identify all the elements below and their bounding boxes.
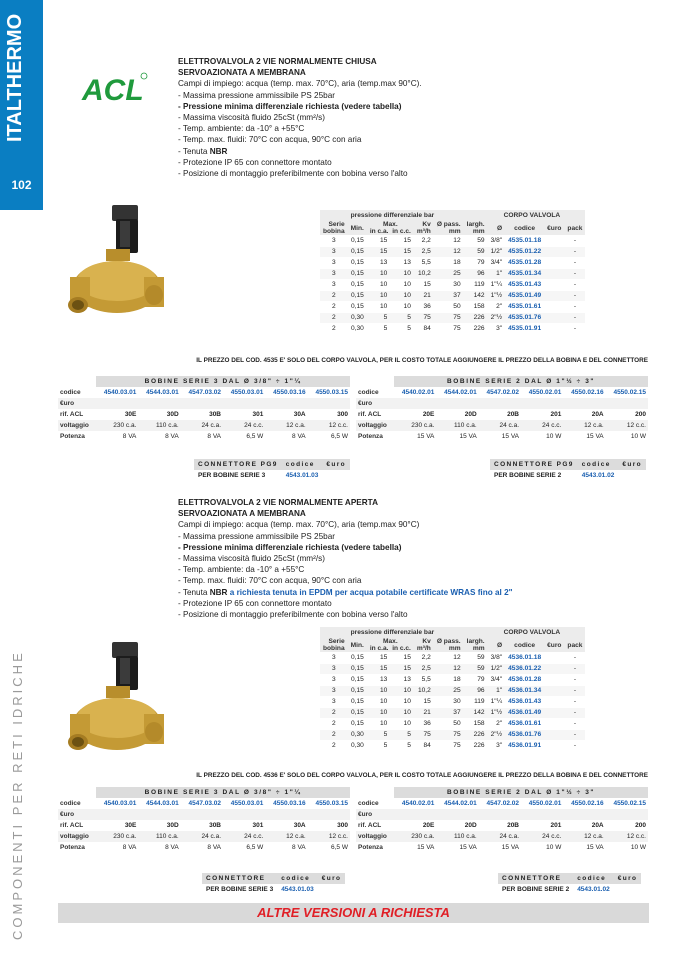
table-cell: 2,5 xyxy=(414,663,434,674)
table-cell: - xyxy=(564,246,585,257)
table-cell: - xyxy=(564,312,585,323)
euro-cell xyxy=(544,707,564,718)
table-cell: 12 xyxy=(434,652,464,663)
table-cell: 0,15 xyxy=(348,696,367,707)
bobine-serie3-table-1: BOBINE SERIE 3 DAL Ø 3/8" ÷ 1"¼ codice 4540.03.01 4544.03.01 4547.03.02 4550.03.01 4550.03.16 4550.03.15 €uro rif. ACL 30E 30D 30B 301 30A 300 voltaggio 230 c.a. 110 c.a. 24 c.a. 24 c.c. 12 c.a. 12 c.c. Potenza 8 VA 8 VA 8 VA 6,5 W 8 VA 6,5 W xyxy=(60,378,348,440)
table-cell: 10 xyxy=(390,718,414,729)
table-cell: 4536.01.76 xyxy=(505,729,544,740)
table-cell: 15 xyxy=(390,652,414,663)
desc-line: - Temp. max. fluidi: 70°C con acqua, 90°C con aria xyxy=(178,135,362,145)
table-cell: - xyxy=(564,301,585,312)
table-cell: 3 xyxy=(320,685,348,696)
table-row xyxy=(320,707,585,718)
table-cell: - xyxy=(564,718,585,729)
table-cell: 158 xyxy=(464,301,488,312)
euro-cell xyxy=(544,290,564,301)
table-cell: 0,15 xyxy=(348,685,367,696)
table-cell: 4536.01.49 xyxy=(505,707,544,718)
table-row xyxy=(320,301,585,312)
euro-cell xyxy=(544,718,564,729)
table-cell: 4536.01.61 xyxy=(505,718,544,729)
table-row xyxy=(320,696,585,707)
desc-line: Campi di impiego: acqua (temp. max. 70°C), aria (temp.max 90°C). xyxy=(178,79,422,89)
table-cell: 4535.01.18 xyxy=(505,235,544,246)
table-cell: - xyxy=(564,323,585,334)
table-cell: 1"¼ xyxy=(488,279,506,290)
price-note-1: IL PREZZO DEL COD. 4535 E' SOLO DEL CORPO VALVOLA, PER IL COSTO TOTALE AGGIUNGERE IL PREZZO DELLA BOBINA E DEL CONNETTORE xyxy=(196,357,648,364)
table-cell: 3/4" xyxy=(488,674,506,685)
description-1 xyxy=(178,56,422,179)
table-cell: 12 xyxy=(434,663,464,674)
bobine-serie3-table-2: BOBINE SERIE 3 DAL Ø 3/8" ÷ 1"¼ codice 4540.03.01 4544.03.01 4547.03.02 4550.03.01 4550.03.16 4550.03.15 €uro rif. ACL 30E 30D 30B 301 30A 300 voltaggio 230 c.a. 110 c.a. 24 c.a. 24 c.c. 12 c.a. 12 c.c. Potenza 8 VA 8 VA 8 VA 6,5 W 8 VA 6,5 W xyxy=(60,789,348,851)
table-cell: - xyxy=(564,696,585,707)
connettore-table-1b: CONNETTORE PG9 codice €uro PER BOBINE SERIE 2 4543.01.02 xyxy=(490,459,646,481)
table-cell: - xyxy=(564,652,585,663)
table-cell: 75 xyxy=(434,312,464,323)
connettore-table-2b: CONNETTORE codice €uro PER BOBINE SERIE 2 4543.01.02 xyxy=(498,873,641,895)
table-cell: 18 xyxy=(434,257,464,268)
spec-table-1 xyxy=(320,210,585,335)
table-cell: 4535.01.61 xyxy=(505,301,544,312)
desc-line-tenuta: - Tenuta NBR xyxy=(178,146,228,156)
table-cell: 3/4" xyxy=(488,257,506,268)
table-cell: 0,15 xyxy=(348,290,367,301)
altre-versioni-banner: ALTRE VERSIONI A RICHIESTA xyxy=(58,903,649,923)
table-cell: 119 xyxy=(464,279,488,290)
table-cell: 0,15 xyxy=(348,301,367,312)
table-cell: 0,15 xyxy=(348,652,367,663)
brand-name: ITALTHERMO xyxy=(4,14,26,143)
table-cell: 4535.01.43 xyxy=(505,279,544,290)
table-cell: 3 xyxy=(320,246,348,257)
header-diam: Ø xyxy=(488,221,506,235)
table-cell: 10,2 xyxy=(414,685,434,696)
table-cell: 4536.01.18 xyxy=(505,652,544,663)
header-kv: Kv m³/h xyxy=(414,221,434,235)
table-cell: 4536.01.34 xyxy=(505,685,544,696)
table-cell: 3" xyxy=(488,740,506,751)
table-cell: 1"½ xyxy=(488,707,506,718)
table-cell: 10 xyxy=(390,696,414,707)
header-max: Max. in c.a. in c.c. xyxy=(367,221,414,235)
table-cell: 3 xyxy=(320,674,348,685)
section-subtitle: SERVOAZIONATA A MEMBRANA xyxy=(178,68,306,78)
table-cell: 15 xyxy=(390,235,414,246)
table-cell: 5 xyxy=(390,312,414,323)
table-cell: 75 xyxy=(434,729,464,740)
table-cell: 79 xyxy=(464,257,488,268)
table-cell: 15 xyxy=(367,235,391,246)
valve-image-2 xyxy=(62,642,172,767)
table-cell: 59 xyxy=(464,246,488,257)
table-cell: 226 xyxy=(464,729,488,740)
table-cell: 10 xyxy=(367,279,391,290)
desc-line-tenuta: - Tenuta NBR a richiesta tenuta in EPDM per acqua potabile certificate WRAS fino al 2" xyxy=(178,587,513,597)
table-cell: 10 xyxy=(367,707,391,718)
table-cell: 15 xyxy=(367,246,391,257)
table-cell: - xyxy=(564,674,585,685)
desc-line: - Protezione IP 65 con connettore montato xyxy=(178,157,332,167)
table-cell: 59 xyxy=(464,663,488,674)
table-cell: 13 xyxy=(390,674,414,685)
header-pass: Ø pass. mm xyxy=(434,221,464,235)
table-cell: 3/8" xyxy=(488,652,506,663)
euro-cell xyxy=(544,323,564,334)
table-row xyxy=(320,718,585,729)
connettore-table-2a: CONNETTORE codice €uro PER BOBINE SERIE 3 4543.01.03 xyxy=(202,873,345,895)
table-cell: 10 xyxy=(390,268,414,279)
table-cell: 2,2 xyxy=(414,652,434,663)
table-row xyxy=(320,257,585,268)
table-cell: 0,15 xyxy=(348,235,367,246)
spec-table-2: pressione differenziale bar CORPO VALVOLA Serie bobina Min. Max. in c.a. in c.c. Kv m³/h Ø pass. mm largh. mm Ø codice €uro pack 3 0,15 15 15 2,2 12 59 3/8" 4536.01.18 - 3 0,15 15 15 2,5 12 59 1/2" 4536.01.22 - 3 0,15 13 13 5,5 18 79 3/4" 4536.01.28 - 3 0,15 10 10 10,2 25 96 1" 4536.01.34 - 3 0,15 10 10 15 30 119 1"¼ 4536.01.43 - 2 0,15 10 10 21 37 142 1"½ 4536.01.49 - 2 0,15 10 10 36 50 158 2" 4536.01.61 - 2 0,30 5 5 75 75 226 2"½ 4536.01.76 - 2 0,30 5 5 84 75 226 3" 4536.01.91 - xyxy=(320,627,585,752)
table-cell: 4535.01.28 xyxy=(505,257,544,268)
table-cell: 3 xyxy=(320,652,348,663)
table-cell: 10 xyxy=(367,301,391,312)
table-cell: 18 xyxy=(434,674,464,685)
table-cell: 30 xyxy=(434,279,464,290)
desc-line: - Massima pressione ammissibile PS 25bar xyxy=(178,90,335,100)
bobine-serie2-table-1: BOBINE SERIE 2 DAL Ø 1"½ ÷ 3" codice 4540.02.01 4544.02.01 4547.02.02 4550.02.01 4550.02.16 4550.02.15 €uro rif. ACL 20E 20D 20B 201 20A 200 voltaggio 230 c.a. 110 c.a. 24 c.a. 24 c.c. 12 c.a. 12 c.c. Potenza 15 VA 15 VA 15 VA 10 W 15 VA 10 W xyxy=(358,378,646,440)
page-number: 102 xyxy=(11,178,32,192)
euro-cell xyxy=(544,674,564,685)
table-cell: - xyxy=(564,268,585,279)
table-cell: 1" xyxy=(488,685,506,696)
table-cell: 5,5 xyxy=(414,257,434,268)
table-cell: 5 xyxy=(367,740,391,751)
table-cell: 0,30 xyxy=(348,323,367,334)
table-row xyxy=(320,268,585,279)
table-cell: 4535.01.91 xyxy=(505,323,544,334)
table-cell: 13 xyxy=(367,257,391,268)
table-cell: 142 xyxy=(464,707,488,718)
table-cell: 2 xyxy=(320,707,348,718)
table-cell: 10 xyxy=(390,301,414,312)
euro-cell xyxy=(544,257,564,268)
table-cell: 5 xyxy=(390,740,414,751)
table-cell: 10 xyxy=(367,685,391,696)
valve-drawing xyxy=(62,205,172,330)
desc-line: - Temp. max. fluidi: 70°C con acqua, 90°C con aria xyxy=(178,576,362,586)
table-cell: 2"½ xyxy=(488,312,506,323)
table-cell: 5 xyxy=(367,729,391,740)
table-cell: 0,30 xyxy=(348,729,367,740)
table-cell: - xyxy=(564,257,585,268)
valve-drawing xyxy=(62,642,172,767)
table-cell: 50 xyxy=(434,718,464,729)
euro-cell xyxy=(544,685,564,696)
table-cell: 3 xyxy=(320,663,348,674)
table-cell: 10 xyxy=(367,718,391,729)
desc-line: - Temp. ambiente: da -10° a +55°C xyxy=(178,124,305,134)
table-cell: 0,15 xyxy=(348,707,367,718)
table-cell: 3 xyxy=(320,235,348,246)
table-cell: 75 xyxy=(434,323,464,334)
table-cell: 2 xyxy=(320,740,348,751)
table-cell: 3" xyxy=(488,323,506,334)
table-cell: 1" xyxy=(488,268,506,279)
table-cell: 2" xyxy=(488,718,506,729)
table-cell: 1/2" xyxy=(488,246,506,257)
euro-cell xyxy=(544,301,564,312)
table-cell: 4536.01.22 xyxy=(505,663,544,674)
table-cell: 37 xyxy=(434,290,464,301)
tenuta-extra: a richiesta tenuta in EPDM per acqua potabile certificate WRAS fino al 2" xyxy=(227,587,513,597)
desc-line: Campi di impiego: acqua (temp. max. 70°C), aria (temp.max 90°C) xyxy=(178,520,420,530)
table-cell: 96 xyxy=(464,268,488,279)
table-cell: 15 xyxy=(414,696,434,707)
table-cell: 2 xyxy=(320,312,348,323)
table-cell: 96 xyxy=(464,685,488,696)
table-cell: - xyxy=(564,685,585,696)
table-cell: 1/2" xyxy=(488,663,506,674)
table-cell: 5 xyxy=(390,323,414,334)
table-cell: 5 xyxy=(367,312,391,323)
table-cell: 1"½ xyxy=(488,290,506,301)
table-cell: 13 xyxy=(367,674,391,685)
table-cell: 10,2 xyxy=(414,268,434,279)
desc-line: - Pressione minima differenziale richiesta (vedere tabella) xyxy=(178,542,402,552)
table-cell: 5 xyxy=(390,729,414,740)
table-row xyxy=(320,235,585,246)
acl-logo xyxy=(80,70,150,106)
table-row xyxy=(320,246,585,257)
table-cell: 0,15 xyxy=(348,674,367,685)
table-cell: 10 xyxy=(390,290,414,301)
header-pack: pack xyxy=(564,221,585,235)
table-row xyxy=(320,312,585,323)
table-cell: 84 xyxy=(414,740,434,751)
table-cell: 36 xyxy=(414,718,434,729)
desc-line: - Massima viscosità fluido 25cSt (mm²/s) xyxy=(178,554,325,564)
table-cell: 10 xyxy=(367,268,391,279)
table-cell: 25 xyxy=(434,268,464,279)
table-cell: 75 xyxy=(414,729,434,740)
table-cell: - xyxy=(564,235,585,246)
category-label: COMPONENTI PER RETI IDRICHE xyxy=(10,650,25,940)
table-cell: 0,15 xyxy=(348,246,367,257)
table-row xyxy=(320,729,585,740)
table-cell: 0,30 xyxy=(348,740,367,751)
table-row xyxy=(320,663,585,674)
table-cell: 2" xyxy=(488,301,506,312)
table-cell: 4535.01.49 xyxy=(505,290,544,301)
header-serie: Serie bobina xyxy=(320,221,348,235)
euro-cell xyxy=(544,652,564,663)
table-cell: 37 xyxy=(434,707,464,718)
description-2 xyxy=(178,497,513,620)
table-cell: 0,15 xyxy=(348,268,367,279)
table-row xyxy=(320,652,585,663)
price-note-2: IL PREZZO DEL COD. 4536 E' SOLO DEL CORPO VALVOLA, PER IL COSTO TOTALE AGGIUNGERE IL PREZZO DELLA BOBINA E DEL CONNETTORE xyxy=(196,772,648,779)
euro-cell xyxy=(544,279,564,290)
table-cell: 2"½ xyxy=(488,729,506,740)
table-cell: 75 xyxy=(434,740,464,751)
logo-text: ACL xyxy=(82,74,144,106)
bobine2-title: BOBINE SERIE 2 DAL Ø 1"½ ÷ 3" xyxy=(394,376,648,387)
bobine-serie2-table-2: BOBINE SERIE 2 DAL Ø 1"½ ÷ 3" codice 4540.02.01 4544.02.01 4547.02.02 4550.02.01 4550.02.16 4550.02.15 €uro rif. ACL 20E 20D 20B 201 20A 200 voltaggio 230 c.a. 110 c.a. 24 c.a. 24 c.c. 12 c.a. 12 c.c. Potenza 15 VA 15 VA 15 VA 10 W 15 VA 10 W xyxy=(358,789,646,851)
table-cell: 50 xyxy=(434,301,464,312)
euro-cell xyxy=(544,729,564,740)
table-row xyxy=(320,323,585,334)
table-cell: 10 xyxy=(367,290,391,301)
table-cell: 0,15 xyxy=(348,257,367,268)
table-cell: 10 xyxy=(390,707,414,718)
euro-cell xyxy=(544,268,564,279)
table-cell: 4536.01.28 xyxy=(505,674,544,685)
table-cell: 75 xyxy=(414,312,434,323)
sidebar xyxy=(0,0,43,978)
header-codice: codice xyxy=(505,221,544,235)
header-corpo: CORPO VALVOLA xyxy=(464,210,586,221)
spec-body-2 xyxy=(320,652,585,751)
table-cell: 3 xyxy=(320,696,348,707)
table-cell: 226 xyxy=(464,740,488,751)
table-cell: 1"¼ xyxy=(488,696,506,707)
euro-cell xyxy=(544,312,564,323)
table-cell: 2 xyxy=(320,729,348,740)
table-cell: 0,15 xyxy=(348,663,367,674)
table-cell: 84 xyxy=(414,323,434,334)
desc-line: - Protezione IP 65 con connettore montato xyxy=(178,598,332,608)
header-pressione: pressione differenziale bar xyxy=(348,210,464,221)
table-cell: - xyxy=(564,707,585,718)
table-row xyxy=(320,674,585,685)
euro-cell xyxy=(544,740,564,751)
table-cell: 36 xyxy=(414,301,434,312)
table-cell: 21 xyxy=(414,290,434,301)
table-cell: 10 xyxy=(390,685,414,696)
valve-image xyxy=(62,205,172,330)
acl-logo-graphic xyxy=(80,70,150,106)
table-cell: 5 xyxy=(367,323,391,334)
table-cell: - xyxy=(564,740,585,751)
table-cell: 4535.01.22 xyxy=(505,246,544,257)
table-cell: 158 xyxy=(464,718,488,729)
connettore-table-1a: CONNETTORE PG9 codice €uro PER BOBINE SERIE 3 4543.01.03 xyxy=(194,459,350,481)
table-cell: 119 xyxy=(464,696,488,707)
table-cell: 59 xyxy=(464,652,488,663)
table-cell: 4536.01.43 xyxy=(505,696,544,707)
desc-line: - Posizione di montaggio preferibilmente con bobina verso l'alto xyxy=(178,610,408,620)
table-cell: 0,30 xyxy=(348,312,367,323)
table-cell: 25 xyxy=(434,685,464,696)
table-cell: 3 xyxy=(320,268,348,279)
table-cell: 4535.01.76 xyxy=(505,312,544,323)
table-cell: 59 xyxy=(464,235,488,246)
tenuta-value: NBR xyxy=(209,146,228,156)
table-row xyxy=(320,685,585,696)
table-cell: 2,5 xyxy=(414,246,434,257)
table-cell: 3 xyxy=(320,279,348,290)
header-min: Min. xyxy=(348,221,367,235)
header-largh: largh. mm xyxy=(464,221,488,235)
table-cell: 2 xyxy=(320,718,348,729)
section-subtitle: SERVOAZIONATA A MEMBRANA xyxy=(178,509,306,519)
table-cell: 2 xyxy=(320,301,348,312)
desc-line: - Temp. ambiente: da -10° a +55°C xyxy=(178,565,305,575)
desc-line: - Pressione minima differenziale richiesta (vedere tabella) xyxy=(178,101,402,111)
section-title: ELETTROVALVOLA 2 VIE NORMALMENTE CHIUSA xyxy=(178,57,377,66)
table-cell: 5,5 xyxy=(414,674,434,685)
table-row xyxy=(320,290,585,301)
table-cell: 10 xyxy=(367,696,391,707)
table-cell: 15 xyxy=(367,652,391,663)
euro-cell xyxy=(544,246,564,257)
desc-line: - Massima viscosità fluido 25cSt (mm²/s) xyxy=(178,113,325,123)
table-cell: 15 xyxy=(414,279,434,290)
table-cell: 226 xyxy=(464,323,488,334)
table-cell: - xyxy=(564,279,585,290)
euro-cell xyxy=(544,235,564,246)
table-cell: 2 xyxy=(320,290,348,301)
euro-cell xyxy=(544,663,564,674)
table-cell: 12 xyxy=(434,235,464,246)
table-cell: 0,15 xyxy=(348,718,367,729)
table-cell: 30 xyxy=(434,696,464,707)
table-cell: 15 xyxy=(367,663,391,674)
table-cell: - xyxy=(564,729,585,740)
table-row xyxy=(320,279,585,290)
table-cell: 79 xyxy=(464,674,488,685)
table-cell: 2 xyxy=(320,323,348,334)
table-cell: 21 xyxy=(414,707,434,718)
table-cell: - xyxy=(564,290,585,301)
table-cell: 13 xyxy=(390,257,414,268)
table-cell: 4536.01.91 xyxy=(505,740,544,751)
table-cell: 15 xyxy=(390,663,414,674)
bobine3-title: BOBINE SERIE 3 DAL Ø 3/8" ÷ 1"¼ xyxy=(96,376,350,387)
table-cell: 4535.01.34 xyxy=(505,268,544,279)
table-cell: 10 xyxy=(390,279,414,290)
table-cell: 0,15 xyxy=(348,279,367,290)
table-cell: - xyxy=(564,663,585,674)
table-cell: 2,2 xyxy=(414,235,434,246)
spec-body-1 xyxy=(320,235,585,334)
table-cell: 3/8" xyxy=(488,235,506,246)
table-row xyxy=(320,740,585,751)
desc-line: - Massima pressione ammissibile PS 25bar xyxy=(178,531,335,541)
table-cell: 15 xyxy=(390,246,414,257)
table-cell: 3 xyxy=(320,257,348,268)
table-cell: 226 xyxy=(464,312,488,323)
table-cell: 142 xyxy=(464,290,488,301)
table-cell: 12 xyxy=(434,246,464,257)
desc-line: - Posizione di montaggio preferibilmente con bobina verso l'alto xyxy=(178,169,408,179)
section-title: ELETTROVALVOLA 2 VIE NORMALMENTE APERTA xyxy=(178,498,378,507)
header-euro: €uro xyxy=(544,221,564,235)
euro-cell xyxy=(544,696,564,707)
